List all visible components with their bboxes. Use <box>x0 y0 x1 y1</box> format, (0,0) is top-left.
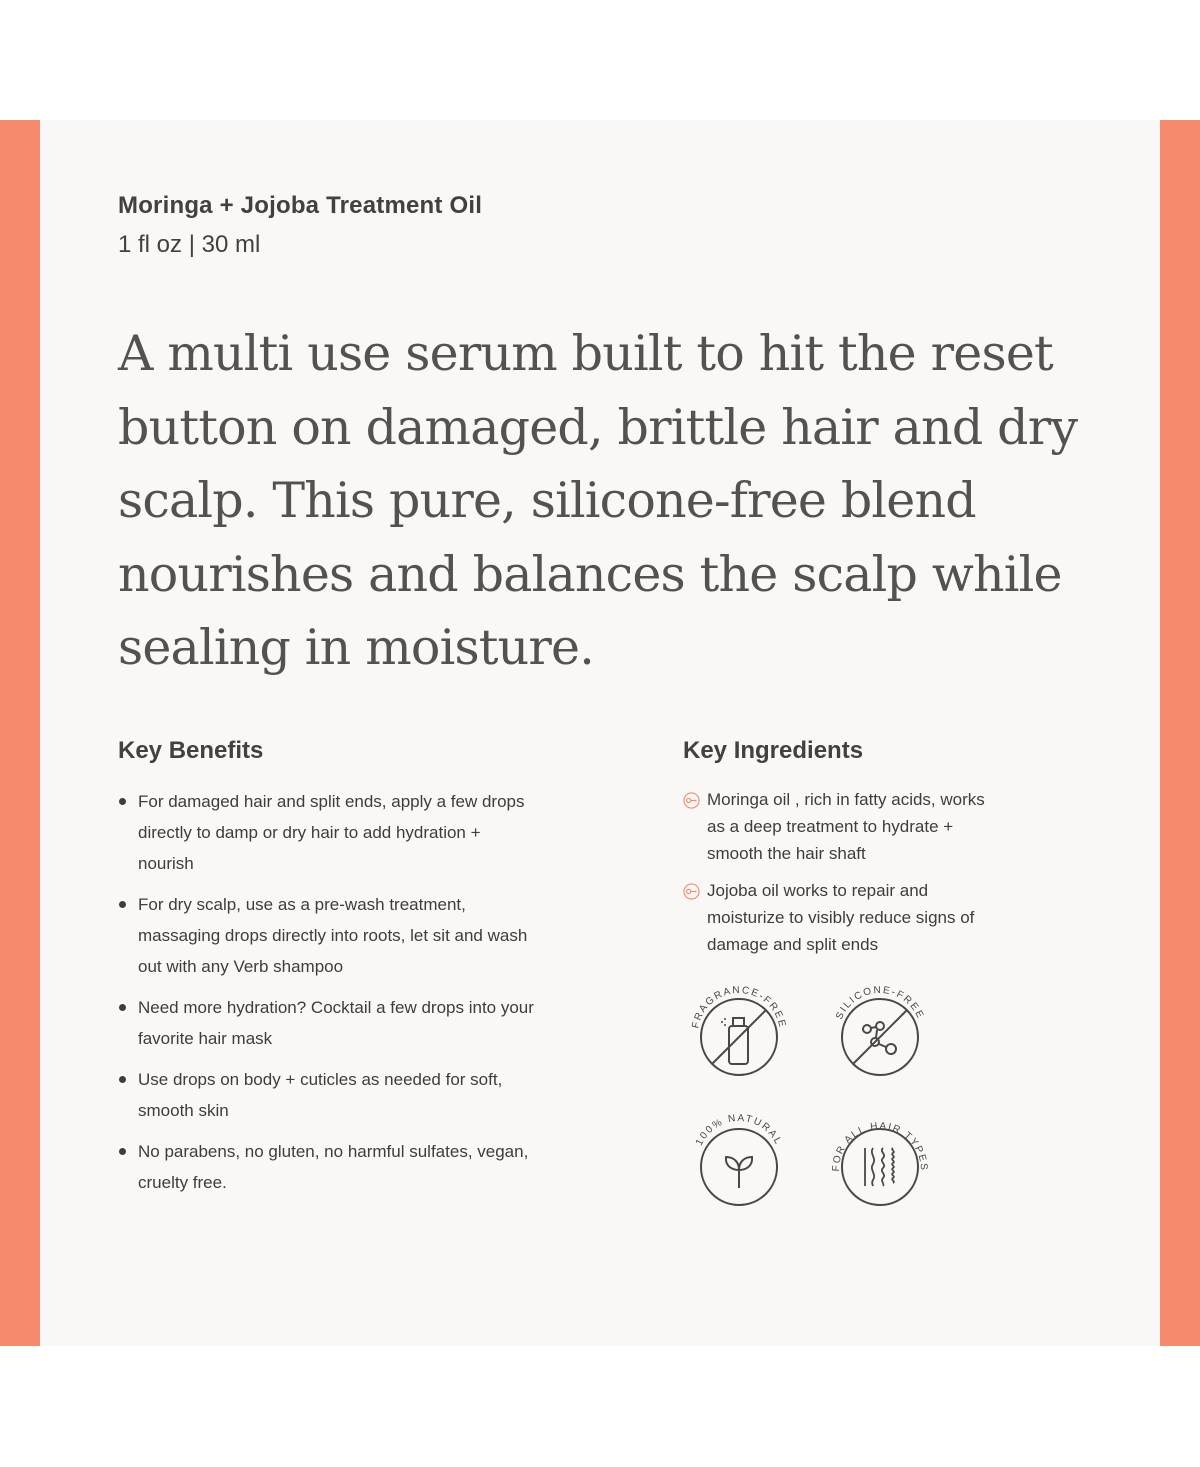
ingredient-text: Jojoba oil works to repair and moisturize to visibly reduce signs of damage and split ends <box>707 881 975 954</box>
molecule-crossed-icon <box>842 999 918 1075</box>
all-hair-types-badge <box>825 1110 935 1220</box>
natural-badge <box>684 1110 794 1220</box>
spray-bottle-crossed-icon <box>701 999 777 1075</box>
badge-label: SILICONE-FREE <box>834 984 926 1022</box>
ingredient-item <box>683 786 1003 867</box>
product-size: 1 fl oz | 30 ml <box>118 231 261 258</box>
benefit-item: No parabens, no gluten, no harmful sulfates, vegan, cruelty free. <box>118 1136 538 1198</box>
ingredient-text: Moringa oil , rich in fatty acids, works as a deep treatment to hydrate + smooth the hair shaft <box>707 790 985 863</box>
key-benefits-list <box>118 786 538 1208</box>
ingredient-item <box>683 877 1003 958</box>
molecule-icon <box>683 792 700 809</box>
svg-text:100% NATURAL <box>694 1113 784 1148</box>
badge-label: 100% NATURAL <box>693 1112 785 1148</box>
left-accent-stripe <box>0 120 40 1346</box>
silicone-free-badge <box>825 982 935 1092</box>
key-ingredients-list <box>683 786 1003 968</box>
benefit-item: Need more hydration? Cocktail a few drops into your favorite hair mask <box>118 992 538 1054</box>
svg-text:FRAGRANCE-FREE <box>690 985 787 1030</box>
key-ingredients-heading: Key Ingredients <box>683 737 864 764</box>
benefit-item: Use drops on body + cuticles as needed for soft, smooth skin <box>118 1064 538 1126</box>
molecule-icon <box>683 883 700 900</box>
benefit-item: For dry scalp, use as a pre-wash treatment, massaging drops directly into roots, let sit and wash out with any Verb shampoo <box>118 889 538 982</box>
badge-label: FRAGRANCE-FREE <box>690 984 788 1030</box>
key-benefits-heading: Key Benefits <box>118 737 264 764</box>
fragrance-free-badge <box>684 982 794 1092</box>
right-accent-stripe <box>1160 120 1200 1346</box>
sprout-icon <box>701 1129 777 1205</box>
hair-strands-icon <box>842 1129 918 1205</box>
benefit-item: For damaged hair and split ends, apply a few drops directly to damp or dry hair to add hydration + nourish <box>118 786 538 879</box>
product-description: A multi use serum built to hit the reset button on damaged, brittle hair and dry scalp. This pure, silicone-free blend nourishes and balances the scalp while sealing in moisture. <box>118 325 1078 676</box>
product-name: Moringa + Jojoba Treatment Oil <box>118 192 483 219</box>
badge-label: FOR ALL HAIR TYPES <box>830 1120 930 1172</box>
